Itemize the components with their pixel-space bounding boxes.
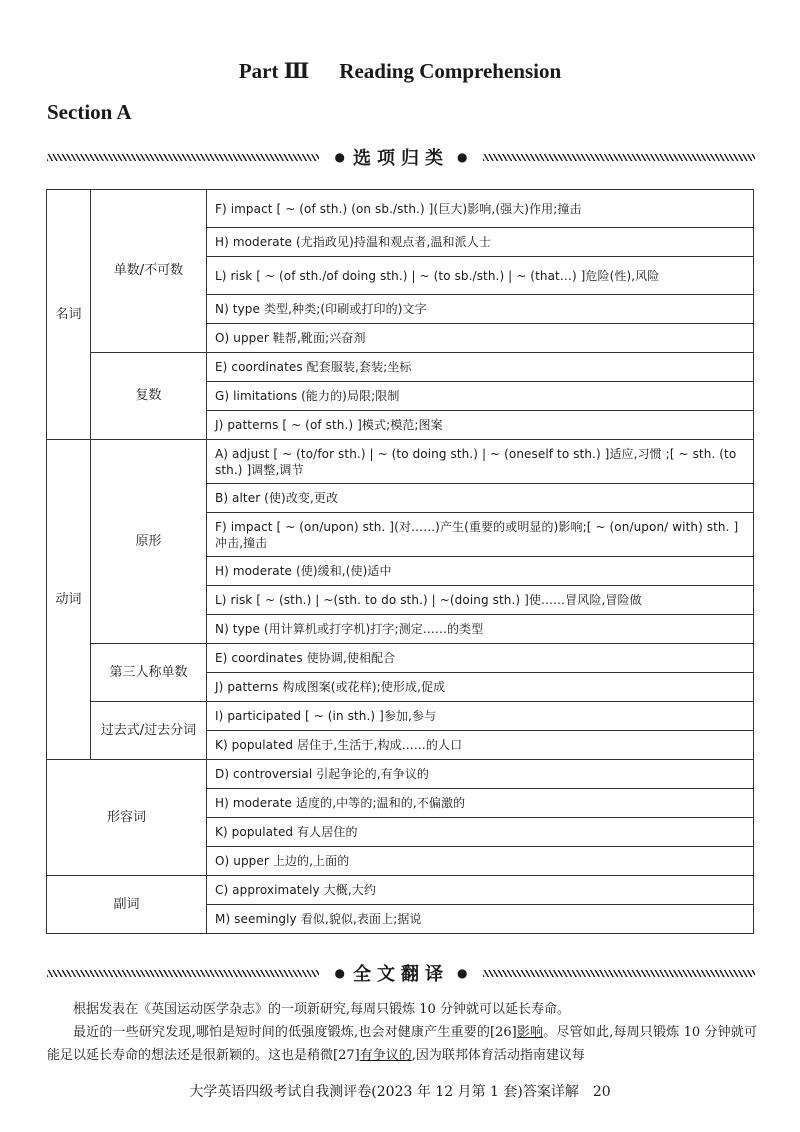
vocab-entry: O) upper 鞋帮,靴面;兴奋剂 — [207, 324, 754, 353]
page-number: 20 — [592, 1084, 611, 1100]
translation-segment: 。尽管如此,每周只锻炼 10 分钟就可能足以延长寿命的想法还是很新颖的。这也是稍微[27] — [47, 1025, 757, 1063]
vocab-entry: O) upper 上边的,上面的 — [207, 847, 754, 876]
classification-banner — [47, 144, 755, 170]
pos-cell: 名词 — [47, 190, 91, 440]
answer-blank-27: 有争议的 — [359, 1048, 412, 1063]
vocab-entry: G) limitations (能力的)局限;限制 — [207, 382, 754, 411]
translation-segment: ,因为联邦体育活动指南建议每 — [411, 1048, 585, 1063]
vocab-entry: K) populated 有人居住的 — [207, 818, 754, 847]
vocab-entry: I) participated [ ~ (in sth.) ]参加,参与 — [207, 702, 754, 731]
banner-title: 全文翻译 — [353, 964, 449, 985]
part-title — [0, 58, 800, 84]
section-title: Section A — [47, 100, 132, 124]
bullet-icon: ● — [457, 150, 468, 164]
vocab-classification-table — [46, 189, 754, 934]
hatch-divider-left — [47, 970, 319, 977]
vocab-entry: H) moderate 适度的,中等的;温和的,不偏激的 — [207, 789, 754, 818]
subgroup-cell: 原形 — [91, 440, 207, 644]
pos-cell: 动词 — [47, 440, 91, 760]
subgroup-cell: 过去式/过去分词 — [91, 702, 207, 760]
translation-segment: 最近的一些研究发现,哪怕是短时间的低强度锻炼,也会对健康产生重要的[26] — [73, 1025, 517, 1040]
page-footer — [0, 1081, 800, 1101]
part-label: Part Ⅲ — [238, 59, 310, 83]
vocab-entry: K) populated 居住于,生活于,构成……的人口 — [207, 731, 754, 760]
vocab-entry: D) controversial 引起争论的,有争议的 — [207, 760, 754, 789]
bullet-icon: ● — [334, 150, 345, 164]
answer-blank-26: 影响 — [516, 1025, 544, 1040]
vocab-entry: F) impact [ ~ (on/upon) sth. ](对……)产生(重要的或明显的)影响;[ ~ (on/upon/ with) sth. ]冲击,撞击 — [207, 513, 754, 557]
translation-paragraph — [47, 1021, 757, 1067]
vocab-entry: N) type 类型,种类;(印刷或打印的)文字 — [207, 295, 754, 324]
vocab-entry: E) coordinates 使协调,使相配合 — [207, 644, 754, 673]
subgroup-cell: 第三人称单数 — [91, 644, 207, 702]
vocab-entry: F) impact [ ~ (of sth.) (on sb./sth.) ](巨大)影响,(强大)作用;撞击 — [207, 190, 754, 228]
subgroup-cell: 单数/不可数 — [91, 190, 207, 353]
vocab-entry: H) moderate (尤指政见)持温和观点者,温和派人士 — [207, 228, 754, 257]
vocab-entry: J) patterns 构成图案(或花样);使形成,促成 — [207, 673, 754, 702]
bullet-icon: ● — [457, 966, 468, 980]
vocab-entry: C) approximately 大概,大约 — [207, 876, 754, 905]
hatch-divider-left — [47, 154, 319, 161]
vocab-entry: L) risk [ ~ (sth.) | ~(sth. to do sth.) | ~(doing sth.) ]使……冒风险,冒险做 — [207, 586, 754, 615]
vocab-entry: M) seemingly 看似,貌似,表面上;据说 — [207, 905, 754, 934]
translation-banner — [47, 960, 755, 986]
pos-cell: 形容词 — [47, 760, 207, 876]
vocab-entry: A) adjust [ ~ (to/for sth.) | ~ (to doing sth.) | ~ (oneself to sth.) ]适应,习惯 ;[ ~ sth. (to sth.) ]调整,调节 — [207, 440, 754, 484]
vocab-entry: H) moderate (使)缓和,(使)适中 — [207, 557, 754, 586]
hatch-divider-right — [483, 970, 755, 977]
vocab-entry: N) type (用计算机或打字机)打字;测定……的类型 — [207, 615, 754, 644]
part-name: Reading Comprehension — [339, 59, 562, 83]
translation-text — [47, 998, 757, 1067]
translation-paragraph: 根据发表在《英国运动医学杂志》的一项新研究,每周只锻炼 10 分钟就可以延长寿命。 — [73, 1002, 570, 1017]
bullet-icon: ● — [334, 966, 345, 980]
vocab-entry: J) patterns [ ~ (of sth.) ]模式;模范;图案 — [207, 411, 754, 440]
vocab-entry: B) alter (使)改变,更改 — [207, 484, 754, 513]
hatch-divider-right — [483, 154, 755, 161]
vocab-entry: L) risk [ ~ (of sth./of doing sth.) | ~ (to sb./sth.) | ~ (that…) ]危险(性),风险 — [207, 257, 754, 295]
footer-title: 大学英语四级考试自我测评卷(2023 年 12 月第 1 套)答案详解 — [189, 1084, 579, 1100]
subgroup-cell: 复数 — [91, 353, 207, 440]
pos-cell: 副词 — [47, 876, 207, 934]
banner-title: 选项归类 — [353, 148, 449, 169]
vocab-entry: E) coordinates 配套服装,套装;坐标 — [207, 353, 754, 382]
